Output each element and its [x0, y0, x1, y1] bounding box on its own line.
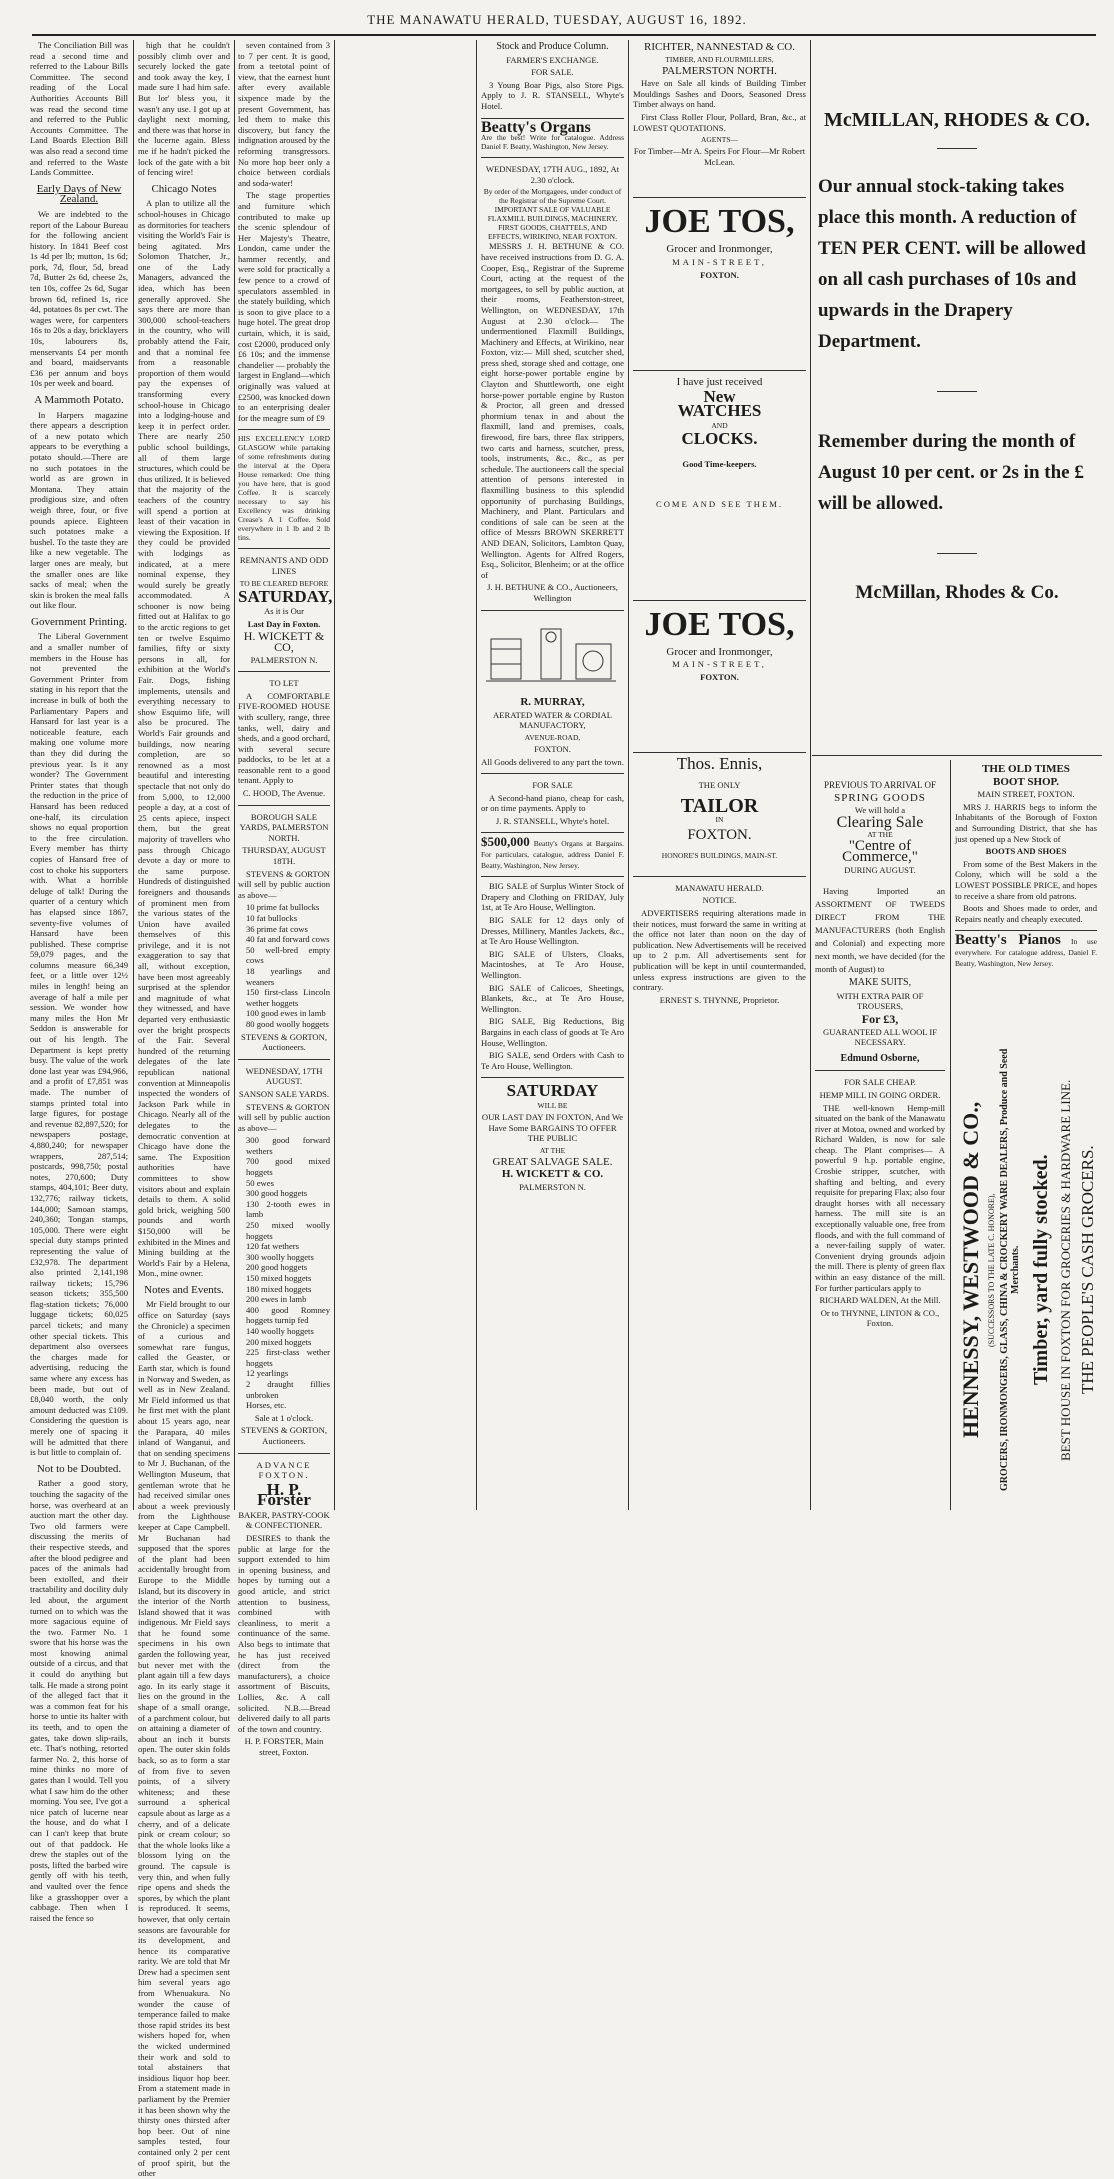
- article-text: The stage properties and furniture which contributed to make up the scenic splendour of Her Majesty's Theatre, London, came under the hammer recently, and were sold for practically a few pence to a crowd of speculators assembled in the stately building, which is soon to give place to a huge hotel. The great drop curtain, which, it is said, cost £2000, produced only £6 10s; and the immense chandelier — probably the largest in England—which originally was valued at £2500, was knocked down to an enterprising dealer for the meagre sum of £9: [238, 190, 330, 423]
- vertical-line: (SUCCESSORS TO THE LATE C. HONORE),: [987, 1193, 996, 1347]
- ad-headline: SATURDAY,: [238, 586, 333, 606]
- vertical-line: GROCERS, IRONMONGERS, GLASS, CHINA & CROCKERY WARE DEALERS, Produce and Seed Merchants.: [999, 1048, 1021, 1492]
- ad-line: As it is Our: [264, 606, 304, 617]
- sanson-sale-ad: [238, 1059, 330, 1447]
- ad-line: All Goods delivered to any part the town.: [481, 756, 624, 767]
- ad-line: STEVENS & GORTON, Auctioneers.: [241, 1031, 327, 1053]
- piano-sale-ad: [481, 773, 624, 826]
- ad-text: Boots and Shoes made to order, and Repairs neatly and cheaply executed.: [955, 903, 1097, 924]
- beatty-pianos-ad: [955, 930, 1097, 968]
- ad-headline: CLOCKS.: [681, 428, 758, 448]
- list-item: 300 good forward wethers: [246, 1135, 330, 1156]
- article-heading: Chicago Notes: [151, 182, 217, 195]
- ad-line: J. R. STANSELL, Whyte's hotel.: [495, 815, 610, 826]
- ad-text: BIG SALE of Calicoes, Sheetings, Blankets, &c., at Te Aro House, Wellington.: [481, 982, 624, 1014]
- mcmillan-ad: [818, 40, 1096, 780]
- ad-line: I have just received: [676, 376, 763, 389]
- ad-line: WEDNESDAY, 17TH AUG., 1892, At 2.30 o'clock.: [485, 164, 620, 185]
- ad-line: RICHARD WALDEN, At the Mill.: [819, 1295, 941, 1306]
- ad-line: SANSON SALE YARDS.: [238, 1088, 330, 1099]
- ad-line: DURING AUGUST.: [844, 864, 916, 875]
- separator: [937, 553, 977, 554]
- column-rule: [334, 40, 335, 1510]
- ad-line: J. H. BETHUNE & CO., Auctioneers, Wellington: [487, 582, 618, 603]
- ad-line: AERATED WATER & CORDIAL MANUFACTORY,: [493, 709, 612, 731]
- organs-bargain-ad: [481, 832, 624, 870]
- ad-line: H. P. FORSTER, Main street, Foxton.: [244, 1736, 324, 1757]
- ad-line: STEVENS & GORTON, Auctioneers.: [241, 1425, 327, 1446]
- ad-text: First Class Roller Flour, Pollard, Bran, &c., at LOWEST QUOTATIONS.: [633, 111, 806, 133]
- ad-line: Last Day in Foxton.: [247, 618, 321, 629]
- list-item: 10 fat bullocks: [246, 913, 298, 923]
- ad-headline: JOE TOS,: [644, 605, 795, 643]
- vertical-line: THE PEOPLE'S CASH GROCERS.: [1078, 1145, 1097, 1395]
- column-rule: [810, 40, 811, 1510]
- list-item: 130 2-tooth ewes in lamb: [246, 1198, 330, 1220]
- ad-headline: WATCHES: [677, 401, 762, 421]
- column-rule: [950, 760, 951, 1510]
- list-item: 700 good mixed hoggets: [246, 1156, 330, 1178]
- borough-sale-ad: [238, 805, 330, 1053]
- article-heading: [30, 184, 128, 205]
- ad-headline: BOOT SHOP.: [992, 775, 1060, 788]
- ad-line: COME AND SEE THEM.: [655, 499, 784, 510]
- ad-line: GUARANTEED ALL WOOL IF NECESSARY.: [822, 1026, 937, 1048]
- ad-line: PALMERSTON NORTH.: [662, 64, 777, 77]
- ad-headline: $500,000: [481, 834, 530, 850]
- list-item: 12 yearlings: [246, 1368, 289, 1379]
- ad-line: NOTICE.: [702, 895, 737, 906]
- ad-headline: R. MURRAY,: [520, 696, 585, 709]
- column-rule: [133, 40, 134, 1510]
- ad-line: Or to THYNNE, LINTON & CO., Foxton.: [820, 1307, 940, 1329]
- ad-line: FOR SALE: [532, 780, 573, 791]
- ad-line: HONORE'S BUILDINGS, MAIN-ST.: [661, 850, 778, 860]
- ad-line: FOXTON.: [700, 269, 739, 280]
- ad-text: BIG SALE for 12 days only of Dresses, Millinery, Mantles Jackets, &c., at Te Aro House Wellington.: [481, 915, 624, 947]
- column-rule: [476, 40, 477, 1510]
- list-item: 180 mixed hoggets: [246, 1283, 312, 1294]
- hemp-mill-ad: [815, 1070, 945, 1329]
- ad-line: HEMP MILL IN GOING ORDER.: [819, 1089, 941, 1100]
- list-item: 50 ewes: [246, 1177, 274, 1188]
- list-item: 120 fat wethers: [246, 1241, 299, 1252]
- ad-line: REMNANTS AND ODD LINES: [239, 555, 329, 576]
- ad-line: MAIN STREET, FOXTON.: [977, 789, 1075, 800]
- ad-text: Having Imported an ASSORTMENT OF TWEEDS DIRECT FROM THE MANUFACTURERS (both English and Colonial) and expecting more next month, we have decided (for the month of August) to: [815, 886, 945, 975]
- ad-headline: New: [703, 386, 736, 406]
- ad-line: PALMERSTON N.: [519, 1181, 586, 1192]
- ad-line: THURSDAY, AUGUST 18TH.: [242, 845, 326, 867]
- article-text: The Conciliation Bill was read a second time and referred to the Labour Bills Committee. The second reading of the Local Authorities Accounts Bill was read the second time and referred to the Public Accounts Committee. The Land Boards Election Bill was also read a second time and referred to the Waste Lands Committee.: [30, 40, 128, 178]
- list-item: 36 prime fat cows: [246, 923, 308, 934]
- ad-line: FOXTON.: [700, 671, 739, 682]
- section-rule: [812, 755, 1102, 756]
- list-item: 200 good hoggets: [246, 1262, 308, 1273]
- ad-headline: Beatty's Pianos: [955, 932, 1061, 949]
- ad-text: In use everywhere. For catalogue address, Daniel F. Beatty, Washington, New Jersey.: [955, 937, 1098, 968]
- ad-line: Good Time-keepers.: [682, 458, 757, 469]
- ad-line: Grocer and Ironmonger,: [666, 645, 773, 658]
- article-text: We are indebted to the report of the Labour Bureau for the following ancient history. In 1841 Beef cost 1s 4d per lb; mutton, 1s 6d; pork, 7d, flour, 5d, bread 7d, Butter 2s 6d, cheese 2s, ten 10s, coffee 2s 6d, Sugar brown 6d, refined 1s, rice 4d, potatoes 8s per cwt. The wages were, for carpenters 16s to 20s a day, bricklayers 10s, labourers 8s, menservants £4 per month and board, maidservants £36 per annum and boys 10s per week and board.: [30, 208, 128, 389]
- ad-text: MESSRS J. H. BETHUNE & CO. have received instructions from D. G. A. Cooper, Esq., Registrar of the Supreme Court, acting at the request of the mortgagees, to sell by public auction, at their rooms, Featherston-street, Wellington, on WEDNESDAY, 17th August at 2.30 o'clock— The undermentioned Flaxmill Buildings, Machinery and Effects, at Wirikino, near Foxton, viz:— Mill shed, scutcher shed, press shed, storage shed and cottage, one eight horse-power portable engine by Clayton and Shuttleworth, one eight horse-power portable engine by Ruston & Proctor, all green and dressed phormium tenax in and about the flaxmill, land and premises, coals, firewood, fire bars, three flax strippers, two carts and harness, scutcher, press, tools, instruments, &c., &c., as per schedule. The auctioneers call the special attention of persons interested in flaxmilling business to this splendid opportunity of purchasing Buildings, Machinery, and Plant. Particulars and conditions of sale can be seen at the office of Messrs BROWN SKERRETT AND DEAN, Solicitors, Lambton Quay, Wellington. Agents for Alfred Rogers, Esq., Solicitor, Blenheim; or at the office of: [481, 241, 624, 580]
- joe-tos-ad: [633, 197, 806, 280]
- ad-line: AND: [711, 420, 728, 430]
- salvage-sale-ad: [481, 1077, 624, 1192]
- masthead-rule: [32, 34, 1096, 36]
- list-item: 225 first-class wether hoggets: [246, 1347, 330, 1368]
- list-item: 200 ewes in lamb: [246, 1294, 307, 1305]
- ad-headline: THE OLD TIMES: [982, 763, 1070, 775]
- ad-line: FOXTON.: [534, 743, 571, 754]
- ad-line: GREAT SALVAGE SALE.: [492, 1155, 613, 1168]
- column-rule: [628, 40, 629, 1510]
- lot-list: [246, 1135, 330, 1410]
- ad-headline: McMILLAN, RHODES & CO.: [823, 109, 1091, 131]
- ad-headline: H. P. Forster: [257, 1479, 311, 1510]
- article-text: Rather a good story, touching the sagacity of the horse, was overheard at an auction mart the other day. Two old farmers were discussing the merits of their respective steeds, and after the blood pedigree and paces of the animals had been extolled, and their tractability and docility duly led about, the argument turned on to which was the more sagacious equine of the two. Farmer No. 1 swore that his horse was the most knowing animal outside of a circus, and that it could do anything but talk. He made a strong point of the alleged fact that it was a common feat for his horse to untie its halter with its teeth, and to open the gates, take down slip-rails, etc. That's nothing, retorted farmer No. 2, this horse of mine thinks no more of gates than I would. Tell you what I saw him do the other morning. You see, I've got a nice patch of lucerne near the house, and do what I can I can't keep that brute out of that paddock. He drew the staples out of the posts, lifted the barbed wire gently off with his teeth, and vaulted over the fence like a grasshopper over a cabbage. Then when I raised the fence so: [30, 1478, 128, 1923]
- article-heading: Not to be Doubted.: [36, 1462, 122, 1475]
- ad-line: MAKE SUITS,: [848, 977, 912, 989]
- article-heading: Government Printing.: [31, 615, 127, 628]
- ad-line: For Timber—Mr A. Speirs For Flour—Mr Robert McLean.: [633, 146, 806, 167]
- list-item: 400 good Romney hoggets turnip fed: [246, 1304, 330, 1326]
- list-item: 18 yearlings and weaners: [246, 965, 330, 987]
- ad-headline: JOE TOS,: [644, 203, 795, 241]
- ad-line: MAIN-STREET,: [672, 659, 767, 670]
- separator: [937, 391, 977, 392]
- ad-text: STEVENS & GORTON will sell by public auction as above—: [238, 868, 330, 900]
- ad-text: BIG SALE, Big Reductions, Big Bargains in each class of goods at Te Aro House, Wellington.: [481, 1016, 624, 1048]
- ad-text: A Second-hand piano, cheap for cash, or on time payments. Apply to: [481, 792, 624, 814]
- ad-line: TO BE CLEARED BEFORE: [239, 578, 329, 588]
- ad-text: Beatty's Organs at Bargains. For particulars, catalogue, address Daniel F. Beatty, Washington, New Jersey.: [481, 839, 624, 870]
- section-heading: Stock and Produce Column.: [496, 41, 609, 52]
- column-1: [30, 40, 128, 1923]
- ad-line: OUR LAST DAY IN FOXTON, And We Have Some BARGAINS TO OFFER THE PUBLIC: [481, 1111, 624, 1144]
- ad-headline: Thos. Ennis,: [676, 754, 763, 774]
- watches-ad: [633, 370, 806, 510]
- ad-line: BAKER, PASTRY-COOK & CONFECTIONER.: [238, 1509, 330, 1531]
- list-item: 150 first-class Lincoln wether hoggets: [246, 987, 330, 1008]
- ad-line: SPRING GOODS: [834, 791, 926, 804]
- ad-headline: RICHTER, NANNESTAD & CO.: [644, 41, 795, 53]
- article-text: seven contained from 3 to 7 per cent. It is good, from a teetotal point of view, that the earnest hunt after every available sixpence made by the present Government, has led them to make this discovery, but fancy the indignation aroused by the reforming transgressors. No more hop beer only a choice between cordials and soda-water!: [238, 40, 330, 188]
- article-text: The Liberal Government and a smaller number of members in the House has not prevented the Government Printer from stating in his report that the increase in bulk of both the Parliamentary Papers and Hansard for last year is a noticeable feature, each making one volume more than they did during the previous year. Is it any wonder? The Government Printer states that though the reduction in the price of Hansard has been reduced one-half, its circulation shows no equal proportion to the free circulation. Every member has thirty copies of Hansard free of cost to choke his supporters with. What a horrible deluge of talk! During the quarter of a century which has elapsed since 1867, seventy-five volumes of Hansard have been published. These comprise 59,079 pages, and the columns measure 66,349 feet, or a little over 12½ miles in length! being an average of half a mile per session. We wonder how many miles the Hon Mr Seddon is answerable for out of his length. The Department is kept pretty busy. The value of the work done last year was £94,966, and a profit of £7,851 was made. The number of stamps printed total into large figures, for postage and revenue 82,897,520; for newspapers postage, 4,880,240; for newspaper wrappers, 287,514; postcards, 998,750; postal notes, 270,600; Duty stamps, 404,101; Beer duty, 132,776; railway tickets, 144,000; Samoan stamps, 240,360; Tongan stamps, 105,000. There were eight special duty stamps printed representing the value of £32,978. The department also printed 2,141,198 railway tickets; 15,796 season tickets; 355,500 flag-station tickets; 76,000 luggage tickets; 60,025 parcel tickets; and many other special tickets. This department also oversees the charges made for advertising, reducing the same where any excess has been made, but out of £8,040 worth, the only amount deducted was £109. Considering the question is merely one of spacing it will be admitted that there is but little to complain of.: [30, 631, 128, 1458]
- ad-headline: TAILOR: [680, 794, 759, 817]
- ad-text: ADVERTISERS requiring alterations made in their notices, must forward the same in writing at the office not later than noon on the day of publication. New Advertisements will be received up to 2 p.m. All advertisements sent for publication will be kept in until countermanded, unless express instructions are given to the contrary.: [633, 908, 806, 993]
- vertical-line: Timber, yard fully stocked.: [1030, 1154, 1052, 1386]
- te-aro-ads: [481, 876, 624, 1071]
- ad-text: Are the best! Write for catalogue. Address Daniel F. Beatty, Washington, New Jersey.: [481, 133, 624, 152]
- ad-line: Grocer and Ironmonger,: [666, 243, 773, 256]
- ad-line: AGENTS—: [700, 135, 739, 145]
- forster-ad: [238, 1453, 330, 1758]
- list-item: 250 mixed woolly hoggets: [246, 1220, 330, 1241]
- article-text: In Harpers magazine there appears a description of a new potato which appears to be everything a potato should.—There are no such potatoes in the world as are grown in Montana. They attain prodigious size, and often weigh three, four, or five pounds apiece. Eighteen such potatoes make a bushel. To the taste they are like a new vegetable. The larger ones are mealy, but the smaller ones are like sacks of meal; when the skin is broken the meal falls out like flour.: [30, 409, 128, 611]
- ad-line: FOR SALE CHEAP.: [844, 1077, 916, 1088]
- ad-line: IN: [715, 815, 724, 825]
- ad-line: AT THE: [867, 830, 893, 840]
- ad-line: ADVANCE FOXTON.: [256, 1459, 312, 1481]
- article-text: A plan to utilize all the school-houses in Chicago as dormitories for teachers visiting the World's Fair is being agitated. Mrs Solomon Thatcher, Jr., one of the Lady Managers, advanced the idea, which has been generally approved. She says there are more than 300,000 school-teachers in the country, who will probably attend the Fair, and that a nominal fee from a reasonable proportion of them would pay the expenses of transforming every school-house in Chicago into a lodging-house and keep it in perfect order. There are nearly 250 public school buildings, all of them large structures, which could be thus utilized. It is believed that the majority of the teachers of the country will spend a portion at least of their vacation in viewing the Exposition. If they could be provided with lodgings as indicated, at a mere nominal expense, they would surely be greatly accommodated. A schooner is now being fitted out at Halifax to go to the arctic regions to get ten or twelve Esquimo families, fifty or sixty persons in all, for exhibition at the World's Fair. Dogs, fishing implements, utensils and everything necessary to show Esquimo life, will also be procured. The World's Fair grounds and buildings, now nearing completion, are so renowned as a most beautiful and interesting spectacle that not only do from 5,000, to 12,000 people a day, at a cost of 25 cents apiece, inspect them, but the great majority of travellers who pass through Chicago devote a day or more to the same purpose. Hundreds of distinguished foreigners and thousands of prominent men from the various states of the Union have availed themselves of this privilege, and it is not exaggeration to say that all, without exception, have been most agreeably surprised at the splendor and magnitude of what they witnessed, and have departed very enthusiastic over the bright prospects of the Fair. Several hundred of the returning delegates of the late republican national convention at Minneapolis inspected the wonders of Jackson Park while in Chicago. Nearly all of the delegates to the democratic convention at Chicago have done the same. The Exposition authorities have committees to show visitors about and explain details to them. A solid gold brick, weighing 500 pounds and worth $150,000 will be exhibited in the Mines and Mining building at the World's Fair by a Helena, Mon., mine owner.: [138, 198, 230, 1279]
- remnants-ad: [238, 548, 333, 665]
- vertical-line: BEST HOUSE IN FOXTON FOR GROCERIES & HARDWARE LINE.: [1058, 1079, 1073, 1461]
- column-2: [138, 40, 230, 2179]
- article-text: Mr Field brought to our office on Saturday (says the Chronicle) a specimen of a curious and somewhat rare fungus, called the Geaster, or Earth star, which is found in Norway and Sweden, as well as in New Zealand. Mr Field informed us that he first met with the plant about 15 years ago, near the Parapara, 40 miles inland of Wanganui, and that on sending specimens to Mr J. Buchanan, of the Wellington Museum, that gentleman wrote that he had received similar ones about a week previously from the Lighthouse keeper at Cape Campbell. Mr Buchanan had supposed that the spores of the plant had been accidentally brought from Europe to the Middle Island, but its discovery in the interior of the North Island showed that it was indigenous. Mr Field says that he found some specimens in his own garden the following year, but never met with the plant again till a few days ago. In its early stage it lies on the ground in the shape of a small orange, of a parchment colour, but on attaining a diameter of about an inch it bursts open. The outer skin folds back, so as to form a star of from five to seven points, of a silvery whiteness; and these surround a spherical capsule about as large as a cherry, and of a delicate pink or cream colour; so that the whole looks like a blossom lying on the ground. The capsule is very thin, and when fully ripe opens and sheds the spores, by which the plant is reproduced. It seems, however, that only certain seasons are favourable for its development, and hence its comparative rarity. We are told that Mr Drew had a specimen sent him several years ago from Whenuakura. No wonder the cause of temperance failed to make those rapid strides its best wishers hoped for, when the wicked undermined their work and sold to total abstainers that insidious liquor hop beer. From a statement made in parliament by the Premier it has been shown why the thirsty ones thirsted after hop beer. Out of nine samples tested, four contained only 2 per cent of proof spirit, but the other: [138, 1299, 230, 2179]
- article-heading: A Mammoth Potato.: [34, 394, 124, 406]
- herald-notice: [633, 876, 806, 1006]
- column-5: [633, 40, 806, 1510]
- list-item: 150 mixed hoggets: [246, 1273, 312, 1283]
- ad-line: H. WICKETT & CO.: [501, 1168, 604, 1181]
- ad-line: Edmund Osborne,: [840, 1052, 920, 1064]
- ad-text: BIG SALE of Ulsters, Cloaks, Macintoshes, at Te Aro House, Wellington.: [481, 948, 624, 980]
- ennis-tailor-ad: [633, 752, 806, 859]
- list-item: 40 fat and forward cows: [246, 934, 330, 945]
- ad-line: We will hold a: [854, 805, 906, 816]
- ad-line: AT THE: [539, 1145, 566, 1155]
- ad-line: C. HOOD, The Avenue.: [242, 788, 326, 799]
- machinery-engraving-icon: [481, 619, 621, 689]
- flaxmill-sale-ad: [481, 157, 624, 603]
- ad-line: FOR SALE.: [531, 67, 574, 78]
- list-item: 50 well-bred empty cows: [246, 944, 330, 966]
- ad-line: TIMBER, AND FLOURMILLERS,: [665, 54, 774, 64]
- article-heading: Notes and Events.: [144, 1283, 224, 1296]
- ad-line: PALMERSTON N.: [250, 654, 318, 665]
- ad-line: BOOTS AND SHOES: [985, 846, 1067, 857]
- separator: [937, 148, 977, 149]
- ad-line: AVENUE-ROAD,: [524, 732, 581, 742]
- ad-line: PREVIOUS TO ARRIVAL OF: [824, 780, 936, 790]
- list-item: 10 prime fat bullocks: [246, 902, 320, 913]
- coffee-ad: HIS EXCELLENCY LORD GLASGOW while partaking of some refreshments during the interval at the Opera House remarked: One thing you have here, that is good Coffee. It is scarcely necessary to say his Excellency was drinking Crease's A 1 Coffee. Sold everywhere in 1 lb and 2 lb tins.: [238, 429, 330, 542]
- ad-line: MANAWATU HERALD.: [675, 882, 764, 893]
- joe-tos-ad-2: [633, 600, 806, 683]
- list-item: 300 woolly hoggets: [246, 1251, 314, 1262]
- ad-text: 3 Young Boar Pigs, also Store Pigs. Apply to J. R. STANSELL, Whyte's Hotel.: [481, 79, 624, 111]
- ad-text: STEVENS & GORTON will sell by public auction as above—: [238, 1101, 330, 1133]
- list-item: 200 mixed hoggets: [246, 1336, 312, 1347]
- ad-text: THE well-known Hemp-mill situated on the bank of the Manawatu river at Motoa, owned and worked by Richard Walden, is now for sale cheap. The Plant comprises— A powerful 9 h.p. portable engine, Crosbie stripper, scutcher, with shafting and belting, and every requisite for preparing Flax; also four draught horses with all necessary harness. The mill site is an exceptionally valuable one, free from floods, and with the full command of a never-failing supply of water. Convenient drying grounds adjoin the mill. There is plenty of green flax within an easy distance of the mill. For further particulars apply to: [815, 1102, 945, 1293]
- ad-text: A COMFORTABLE FIVE-ROOMED HOUSE with scullery, range, three tanks, well, dairy and sheds, and a good orchard, with several secure paddocks, to be let at a reasonable rent to a good tenant. Apply to: [238, 690, 330, 786]
- to-let-ad: [238, 671, 330, 799]
- ad-text: By order of the Mortgagees, under conduct of the Registrar of the Supreme Court.: [483, 187, 622, 206]
- ad-line: WILL BE: [537, 1100, 568, 1110]
- heading-text: Early Days of New Zealand.: [36, 182, 122, 206]
- ad-headline: Beatty's Organs: [481, 118, 591, 136]
- ad-text: Have on Sale all kinds of Building Timber Mouldings Sashes and Doors, Seasoned Dress Timber always on hand.: [633, 78, 806, 110]
- ad-text: BIG SALE, send Orders with Cash to Te Aro House, Wellington.: [481, 1050, 624, 1071]
- list-item: 100 good ewes in lamb: [246, 1008, 326, 1019]
- ad-text: IMPORTANT SALE OF VALUABLE FLAXMILL BUILDINGS, MACHINERY, FIRST GOODS, CHATTELS, AND EFFECTS, WIRIKINO, NEAR FOXTON.: [487, 205, 618, 242]
- list-item: 80 good woolly hoggets: [246, 1018, 329, 1029]
- column-4: [481, 40, 624, 1510]
- ad-text: Remember during the month of August 10 per cent. or 2s in the £ will be allowed.: [818, 430, 1084, 514]
- ad-line: Sale at 1 o'clock.: [254, 1412, 314, 1423]
- lot-list: [246, 902, 330, 1029]
- ad-line: H. WICKETT & CO,: [243, 629, 325, 654]
- ad-line: WITH EXTRA PAIR OF TROUSERS,: [836, 990, 924, 1012]
- ad-line: BOROUGH SALE YARDS, PALMERSTON NORTH.: [239, 811, 329, 843]
- ad-line: ERNEST S. THYNNE, Proprietor.: [659, 994, 780, 1005]
- ad-text: From some of the Best Makers in the Colony, which will be sold a the LOWEST POSSIBLE PRICE, and hopes to receive a share from old patrons.: [955, 858, 1097, 901]
- beatty-organs-ad: [481, 118, 624, 152]
- vertical-headline: HENNESSY, WESTWOOD & CO.,: [958, 1101, 983, 1439]
- article-text: high that he couldn't possibly climb over and securely locked the gate and took away the key, I made sure I had him safe. But lor' bless you, it wasn't any use. I got up at daylight next morning, and there was that horse in the lucerne again. Bless me if he hadn't picked the lock of the gate with a bit of fencing wire!: [138, 40, 230, 178]
- column-rule: [234, 40, 235, 1510]
- list-item: 140 woolly hoggets: [246, 1325, 314, 1336]
- ad-headline: Clearing Sale: [836, 813, 924, 831]
- murray-ad: [481, 610, 624, 768]
- masthead: THE MANAWATU HERALD, TUESDAY, AUGUST 16, 1892.: [367, 12, 747, 27]
- ad-headline: "Centre of Commerce,": [842, 838, 918, 865]
- ad-line: TO LET: [269, 678, 299, 689]
- ad-text: BIG SALE of Surplus Winter Stock of Drapery and Clothing on FRIDAY, July 1st, at Te Aro House, Wellington.: [481, 881, 624, 913]
- ad-line: FOXTON.: [687, 827, 752, 844]
- ad-line: MAIN-STREET,: [672, 256, 767, 267]
- column-7: [955, 762, 1097, 1062]
- ad-line: THE ONLY: [698, 780, 741, 791]
- ad-text: DESIRES to thank the public at large for the support extended to him in opening business, and hopes by turning out a good article, and strict attention to business, combined with cleanliness, to merit a continuance of the same. Also begs to intimate that he has just received (direct from the manufacturers), a choice assortment of Biscuits, Lollies, &c. A call solicited. N.B.—Bread delivered daily to all parts of the town and country.: [238, 1533, 330, 1734]
- ad-text: MRS J. HARRIS begs to inform the Inhabitants of the Borough of Foxton and Surrounding District, that she has just opened up a New Stock of: [955, 801, 1097, 844]
- ad-line: WEDNESDAY, 17TH AUGUST.: [245, 1065, 323, 1087]
- column-6: [815, 778, 945, 1508]
- ad-line: For £3,: [861, 1011, 899, 1026]
- list-item: 2 draught fillies unbroken: [246, 1378, 330, 1400]
- ad-headline: McMillan, Rhodes & Co.: [855, 581, 1059, 603]
- list-item: Horses, etc.: [246, 1400, 287, 1411]
- column-3: [238, 40, 333, 1757]
- ad-line: FARMER'S EXCHANGE.: [506, 54, 599, 65]
- list-item: 300 good hoggets: [246, 1188, 308, 1199]
- ad-text: Our annual stock-taking takes place this month. A reduction of TEN PER CENT. will be allowed on all cash purchases of 10s and upwards in the Drapery Department.: [818, 175, 1086, 352]
- ad-headline: SATURDAY: [506, 1081, 599, 1101]
